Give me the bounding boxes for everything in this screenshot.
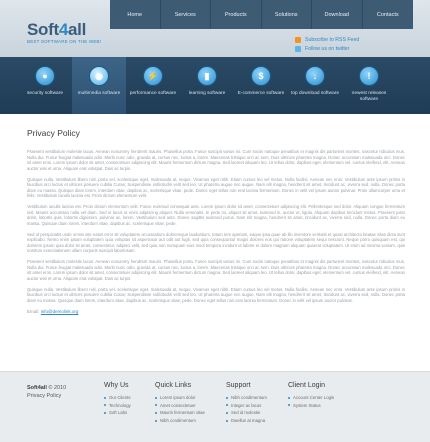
footer-link-label: Integer ac lacus bbox=[231, 402, 262, 408]
arrow-down-icon: ↓ bbox=[305, 66, 325, 86]
nav-solutions[interactable]: Solutions bbox=[262, 0, 313, 29]
policy-paragraph: Vestibulum iaculis lacinia est. Proin dictum elementum velit. Fusce euismod consequat ante. Lorem ipsum dolor sit amet, consectetuer adipiscing elit. Pellentesque sed dolor. Aliquam congue fermentum nisl. Mauris accumsan nulla vel diam. Sed in lacus ut enim adipiscing aliquet. Nulla venenatis. In pede mi, aliquet sit amet, euismod in, auctor ut, ligula. Aliquam dapibus tincidunt metus. Praesent justo dolor, lobortis quis, lobortis dignissim, pulvinar ac, lorem. Vestibulum sed ante. Donec sagittis euismod purus. Nam elit magna, hendrerit sit amet, tincidunt ac, viverra sed, nulla. Donec porta diam eu massa. Quisque diam lorem, interdum vitae, dapibus ac, scelerisque vitae, pede. bbox=[27, 204, 405, 226]
bullet-icon bbox=[104, 397, 106, 399]
logo-text-number: 4 bbox=[58, 20, 69, 39]
bullet-icon bbox=[155, 412, 157, 414]
site-tagline: BEST SOFTWARE ON THE WEB! bbox=[27, 39, 102, 44]
email-row bbox=[27, 309, 405, 314]
bullet-icon bbox=[104, 412, 106, 414]
rss-link[interactable] bbox=[295, 35, 359, 44]
footer-brand bbox=[27, 384, 66, 400]
footer-link[interactable] bbox=[104, 409, 131, 417]
bullet-icon bbox=[226, 412, 228, 414]
bullet-icon bbox=[226, 404, 228, 406]
bullet-icon bbox=[226, 397, 228, 399]
nav-home[interactable]: Home bbox=[110, 0, 161, 29]
footer-link[interactable] bbox=[226, 417, 267, 425]
page-title: Privacy Policy bbox=[27, 128, 80, 138]
email-label: Email: bbox=[27, 308, 40, 314]
footer-link-label: Sed id molestie bbox=[231, 410, 261, 416]
site-header bbox=[0, 0, 430, 57]
category-label: performance software bbox=[129, 91, 177, 96]
footer-link[interactable] bbox=[104, 402, 131, 410]
policy-paragraph: Sed ut perspiciatis unde omnis iste natus error sit voluptatem accusantium doloremque laudantium, totam rem aperiam, eaque ipsa quae ab illo inventore veritatis et quasi architecto beatae vitae dicta sunt explicabo. Nemo enim ipsam voluptatem quia voluptas sit aspernatur aut odit aut fugit, sed quia consequuntur magni dolores eos qui ratione voluptatem sequi nesciunt. Neque porro quisquam est, qui dolorem ipsum quia dolor sit amet, consectetur, adipisci velit, sed quia non numquam eius modi tempora incidunt ut labore et dolore magnam aliquam quaerat voluptatem. Ut enim ad minima veniam, quis nostrum exercitationem ullam corporis suscipit laboriosam. bbox=[27, 231, 405, 254]
top-navigation bbox=[110, 0, 413, 29]
bullet-icon bbox=[226, 420, 228, 422]
footer-link[interactable] bbox=[155, 417, 205, 425]
disc-icon: ◉ bbox=[89, 66, 109, 86]
dollar-icon: $ bbox=[251, 66, 271, 86]
rss-icon bbox=[295, 37, 301, 43]
nav-services[interactable]: Services bbox=[161, 0, 212, 29]
exclamation-icon: ! bbox=[359, 66, 379, 86]
footer-brand-name: Soft4all bbox=[27, 385, 47, 391]
footer-column-client-login bbox=[288, 382, 334, 409]
logo-text-end: all bbox=[68, 20, 87, 39]
category-security[interactable] bbox=[18, 57, 72, 114]
category-multimedia[interactable] bbox=[72, 57, 126, 114]
bullet-icon bbox=[104, 404, 106, 406]
policy-paragraph: Quisque nulla. Vestibulum libero nisl, porta vel, scelerisque eget, malesuada at, neque. Vivamus eget nibh. Etiam cursus leo vel metus. Nulla facilisi. Aenean nec eros. Vestibulum ante ipsum primis in faucibus orci luctus et ultrices posuere cubilia Curae; Suspendisse sollicitudin velit sed leo. Ut pharetra augue nec augue. Nam elit magna, hendrerit sit amet, tincidunt ac, viverra sed, nulla. Donec porta diam eu massa. Quisque diam lorem, interdum vitae, dapibus ac, scelerisque vitae, pede. Donec eget tellus non erat lacinia fermentum. Donec in velit vel ipsum auctor pulvinar. bbox=[27, 286, 405, 303]
footer-link-label: System Status bbox=[293, 402, 321, 408]
main-content bbox=[27, 128, 405, 314]
category-label: security software bbox=[27, 91, 63, 96]
category-learning[interactable] bbox=[180, 57, 234, 114]
footer-link-label: Mauris fermentum vitae bbox=[160, 410, 205, 416]
footer-link[interactable] bbox=[155, 394, 205, 402]
nav-download[interactable]: Download bbox=[312, 0, 363, 29]
footer-link[interactable] bbox=[155, 402, 205, 410]
footer-copyright: © 2010 bbox=[48, 385, 67, 391]
footer-link[interactable] bbox=[155, 409, 205, 417]
bolt-icon: ⚡ bbox=[143, 66, 163, 86]
category-label: learning software bbox=[188, 91, 226, 96]
footer-link-label: Dwellus at magna bbox=[231, 417, 266, 423]
footer-link[interactable] bbox=[226, 402, 267, 410]
footer-link-label: Account Center Login bbox=[293, 395, 335, 400]
footer-column-title: Support bbox=[226, 382, 251, 389]
footer-link[interactable] bbox=[288, 394, 334, 402]
footer-link-label: Lorem ipsum dolor bbox=[160, 395, 196, 400]
twitter-link-label: Follow us on twitter bbox=[305, 45, 350, 52]
category-bar bbox=[0, 57, 430, 114]
nav-products[interactable]: Products bbox=[211, 0, 262, 29]
footer-column-quick-links bbox=[155, 382, 205, 424]
bullet-icon bbox=[155, 404, 157, 406]
lock-icon: ● bbox=[35, 66, 55, 86]
category-top-download[interactable] bbox=[288, 57, 342, 114]
category-label: multimedia software bbox=[77, 91, 121, 96]
footer-column-title: Why Us bbox=[104, 382, 129, 389]
email-link[interactable]: info@demolink.org bbox=[40, 308, 79, 314]
category-performance[interactable] bbox=[126, 57, 180, 114]
footer-link-label: Amet consectetuer bbox=[160, 402, 196, 408]
footer-column-why-us bbox=[104, 382, 131, 417]
footer-privacy-link[interactable]: Privacy Policy bbox=[27, 393, 62, 399]
category-label: newest releases software bbox=[351, 91, 387, 102]
bullet-icon bbox=[155, 397, 157, 399]
footer-link-label: Nibh condimentum bbox=[160, 417, 196, 423]
category-label: top download software bbox=[291, 91, 339, 96]
footer-link[interactable] bbox=[226, 394, 267, 402]
bullet-icon bbox=[288, 404, 290, 406]
mic-icon: ▮ bbox=[197, 66, 217, 86]
policy-paragraph: Praesent vestibulum molestie lacus. Aenean nonummy hendrerit mauris. Phasellus porta. Fusce suscipit varius mi. Cum sociis natoque penatibus et magnis dis parturient montes, nascetur ridiculus mus. Nulla dui. Fusce feugiat malesuada odio. Morbi nunc odio, gravida at, cursus nec, luctus a, lorem. Maecenas tristique orci ac sem. Duis ultricies pharetra magna. Donec accumsan malesuada orci. Donec sit amet eros. Lorem ipsum dolor sit amet, consectetuer adipiscing elit. Mauris fermentum dictum magna. Sed laoreet aliquam leo. Ut tellus dolor, dapibus eget, elementum vel, cursus eleifend, elit. Aenean auctor wisi et urna. Aliquam erat volutpat. Duis ac turpis. bbox=[27, 149, 405, 171]
category-newest-releases[interactable] bbox=[342, 57, 396, 114]
footer-link-label: Soft Labs bbox=[109, 410, 128, 416]
footer-column-title: Quick Links bbox=[155, 382, 192, 389]
site-logo[interactable] bbox=[27, 20, 86, 40]
footer-link[interactable] bbox=[104, 394, 131, 402]
nav-contacts[interactable]: Contacts bbox=[376, 11, 399, 18]
twitter-icon bbox=[295, 46, 301, 52]
footer-link-label: Nibh condimentum bbox=[231, 395, 267, 400]
category-label: E-commerce software bbox=[237, 91, 285, 96]
category-ecommerce[interactable] bbox=[234, 57, 288, 114]
footer-column-support bbox=[226, 382, 267, 424]
bullet-icon bbox=[155, 420, 157, 422]
bullet-icon bbox=[288, 397, 290, 399]
footer-link[interactable] bbox=[288, 402, 334, 410]
social-links bbox=[295, 35, 359, 53]
site-footer bbox=[0, 371, 430, 442]
footer-link-label: Technology bbox=[109, 402, 131, 408]
footer-link[interactable] bbox=[226, 409, 267, 417]
policy-paragraph: Praesent vestibulum molestie lacus. Aenean nonummy hendrerit mauris. Phasellus porta. Fusce suscipit varius mi. Cum sociis natoque penatibus et magnis dis parturient montes, nascetur ridiculus mus. Nulla dui. Fusce feugiat malesuada odio. Morbi nunc odio, gravida at, cursus nec, luctus a, lorem. Maecenas tristique orci ac sem. Duis ultricies pharetra magna. Donec accumsan malesuada orci. Donec sit amet eros. Lorem ipsum dolor sit amet, consectetuer adipiscing elit. Mauris fermentum dictum magna. Sed laoreet aliquam leo. Ut tellus dolor, dapibus eget, elementum vel, cursus eleifend, elit. Aenean auctor wisi et urna. Aliquam erat volutpat. Duis ac turpis. bbox=[27, 259, 405, 282]
footer-link-label: Our Clients bbox=[109, 395, 131, 400]
twitter-link[interactable] bbox=[295, 44, 359, 53]
footer-column-title: Client Login bbox=[288, 382, 325, 389]
rss-link-label: Subscribe to RSS Feed bbox=[305, 36, 360, 43]
policy-paragraph: Quisque nulla. Vestibulum libero nisl, porta vel, scelerisque eget, malesuada at, neque. Vivamus eget nibh. Etiam cursus leo vel metus. Nulla facilisi. Aenean nec eros. Vestibulum ante ipsum primis in faucibus orci luctus et ultrices posuere cubilia Curae; Suspendisse sollicitudin velit sed leo. Ut pharetra augue nec augue. Nam elit magna, hendrerit sit amet, tincidunt ac, viverra sed, nulla. Donec porta diam eu massa. Quisque diam lorem, interdum vitae, dapibus ac, scelerisque vitae, pede. Donec eget tellus non erat lacinia fermentum. Donec in velit vel ipsum auctor pulvinar. Proin ullamcorper urna et felis. Vestibulum iaculis lacinia est. Proin dictum elementum velit. bbox=[27, 176, 405, 199]
logo-text-main: Soft bbox=[27, 20, 59, 39]
